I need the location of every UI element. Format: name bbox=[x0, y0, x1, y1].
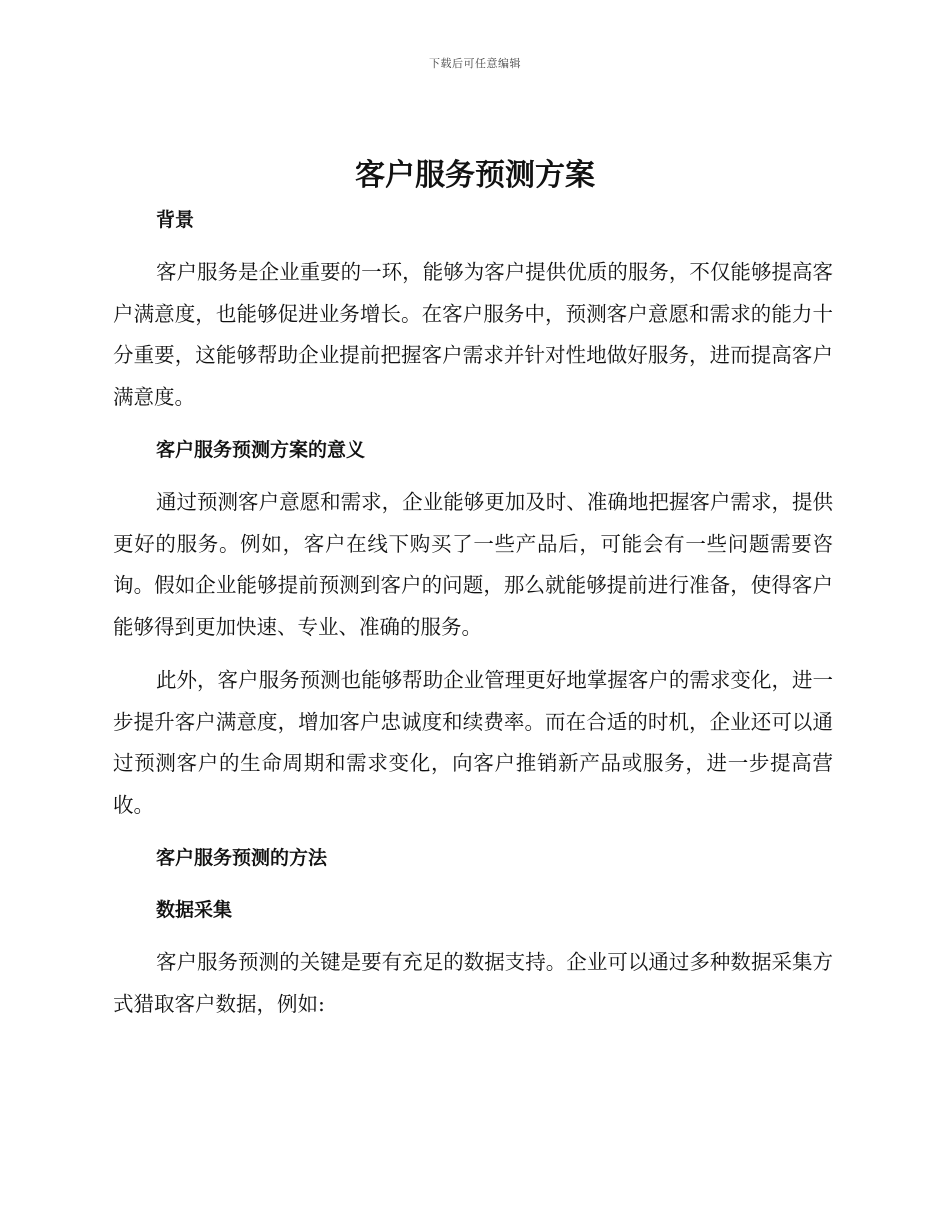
document-title: 客户服务预测方案 bbox=[355, 158, 595, 193]
section-heading-significance: 客户服务预测方案的意义 bbox=[156, 439, 366, 461]
paragraph-background: 客户服务是企业重要的一环，能够为客户提供优质的服务，不仅能够提高客户满意度，也能够促进业务增长。在客户服务中，预测客户意愿和需求的能力十分重要，这能够帮助企业提前把握客户需求并针对性地做好服务，进而提高客户满意度。 bbox=[113, 260, 833, 409]
paragraph-significance-2: 此外，客户服务预测也能够帮助企业管理更好地掌握客户的需求变化，进一步提升客户满意度，增加客户忠诚度和续费率。而在合适的时机，企业还可以通过预测客户的生命周期和需求变化，向客户推销新产品或服务，进一步提高营收。 bbox=[113, 668, 833, 817]
document-body bbox=[113, 200, 833, 1037]
section-heading-data-collection: 数据采集 bbox=[156, 899, 233, 921]
section-heading-methods: 客户服务预测的方法 bbox=[156, 847, 328, 869]
section-heading-background: 背景 bbox=[156, 209, 195, 231]
paragraph-data-collection: 客户服务预测的关键是要有充足的数据支持。企业可以通过多种数据采集方式猎取客户数据，例如: bbox=[113, 950, 833, 1016]
header-note: 下载后可任意编辑 bbox=[429, 57, 521, 70]
paragraph-significance-1: 通过预测客户意愿和需求，企业能够更加及时、准确地把握客户需求，提供更好的服务。例如，客户在线下购买了一些产品后，可能会有一些问题需要咨询。假如企业能够提前预测到客户的问题，那么就能够提前进行准备，使得客户能够得到更加快速、专业、准确的服务。 bbox=[113, 490, 833, 639]
